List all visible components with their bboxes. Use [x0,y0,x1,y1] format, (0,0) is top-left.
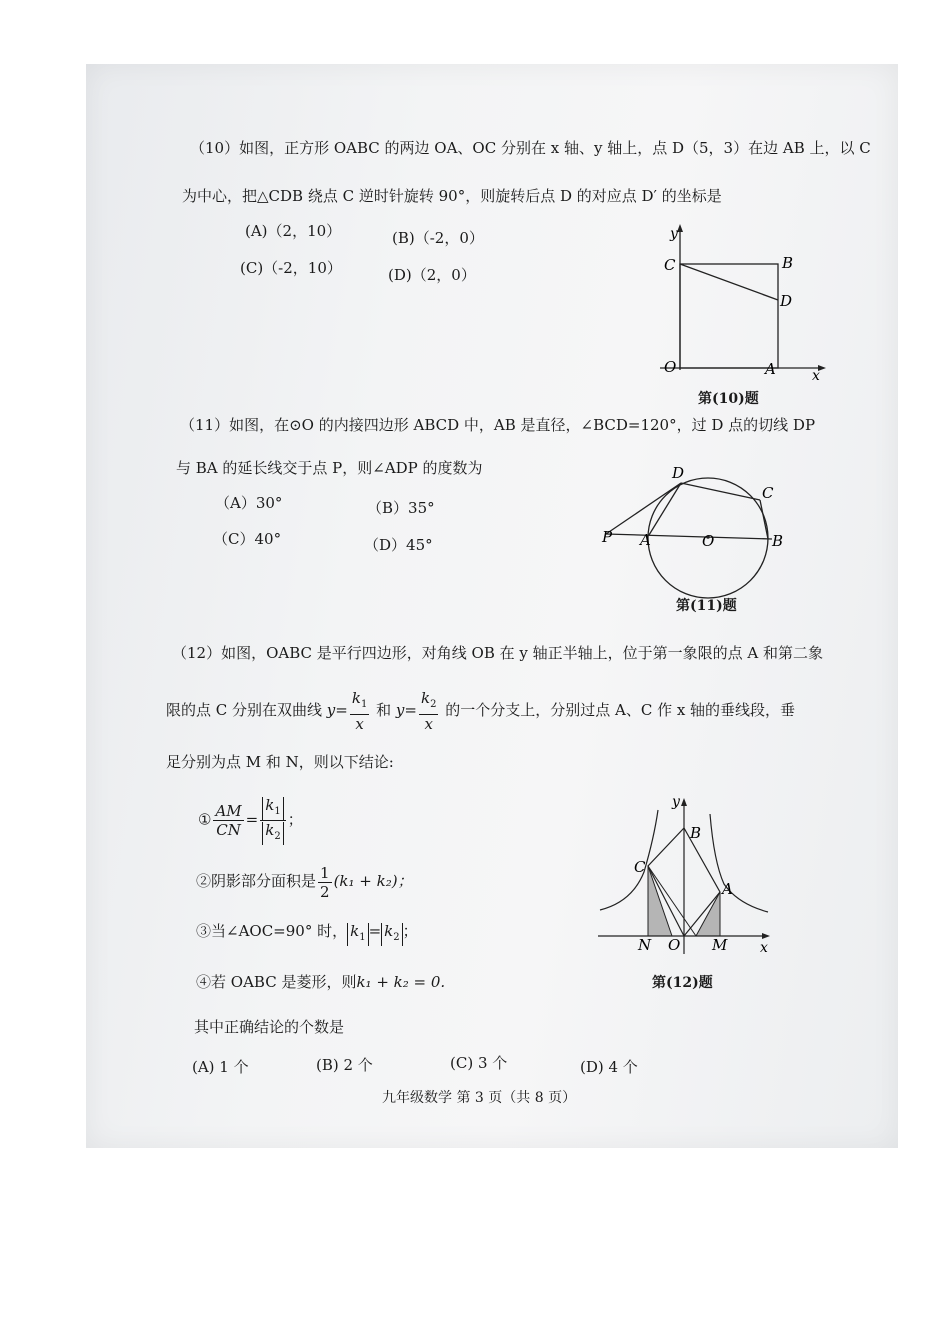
q10-option-d: (D)（2，0） [388,266,476,284]
q11-line1: （11）如图，在⊙O 的内接四边形 ABCD 中，AB 是直径，∠BCD=120°，过 D 点的切线 DP [180,416,816,434]
q10-label-x: x [812,368,820,382]
q12-c2-post: (k₁ + k₂)； [333,872,413,890]
q12-c2-half-den: 2 [320,882,330,901]
q12-option-c: (C) 3 个 [450,1054,508,1072]
q12-c1-k1: k [265,796,275,814]
q10-option-c: (C)（-2，10） [240,259,342,277]
q12-line2-post: 的一个分支上，分别过点 A、C 作 x 轴的垂线段，垂 [445,701,796,719]
q11-label-d: D [672,464,685,482]
q10-figure [650,222,840,382]
q12-label-x: x [760,940,768,956]
q12-conclusion-1 [198,796,303,845]
q10-label-b: B [782,254,794,272]
q11-option-a: （A）30° [215,494,283,512]
q10-label-a: A [765,360,776,378]
q11-line2: 与 BA 的延长线交于点 P，则∠ADP 的度数为 [176,459,483,477]
q12-line3: 足分别为点 M 和 N，则以下结论: [166,753,394,771]
q12-ask: 其中正确结论的个数是 [194,1018,345,1036]
q12-c2-pre: ②阴影部分面积是 [196,872,317,890]
q12-x1: x [355,715,364,733]
q12-c4-expr: k₁ + k₂ = 0. [356,973,446,991]
q12-k1-sub: 1 [360,699,368,710]
q12-label-a: A [722,880,733,898]
q12-y1: y [326,701,336,719]
q12-k2-sub: 2 [430,699,437,710]
q12-label-n: N [638,936,652,954]
q12-c1-frac2 [260,796,285,845]
page-footer: 九年级数学 第 3 页（共 8 页） [382,1090,577,1106]
q12-c3-post: ； [402,922,418,940]
q11-label-p: P [602,528,613,546]
q11-label-c: C [762,484,774,502]
q11-label-o: O [702,532,715,550]
q12-c1-k1-sub: 1 [274,806,281,817]
q12-c3-k1-sub: 1 [359,932,366,943]
q12-frac-k2 [419,689,438,733]
q10-label-c: C [664,256,676,274]
q10-label-d: D [780,292,793,310]
q10-label-y: y [670,226,678,242]
q12-c2-half [318,864,332,901]
q12-label-c: C [634,858,646,876]
q12-c3-k2: k [384,922,394,940]
q12-c1-label: ① [198,810,212,829]
q12-figure [592,792,782,958]
q12-c1-end: ； [287,810,303,829]
q10-caption: 第(10)题 [698,391,759,407]
q12-line1: （12）如图，OABC 是平行四边形，对角线 OB 在 y 轴正半轴上，位于第一象限的点 A 和第二象 [172,644,824,662]
q11-option-c: （C）40° [213,530,282,548]
q11-option-b: （B）35° [367,499,435,517]
q11-caption: 第(11)题 [676,598,737,614]
q11-option-d: （D）45° [364,536,433,554]
q12-frac-k1 [350,689,369,733]
q12-c1-k2-sub: 2 [274,831,281,842]
q12-c4-pre: ④若 OABC 是菱形，则 [196,973,357,991]
q12-c3-k1: k [350,922,360,940]
q12-c1-den: CN [216,821,241,839]
q12-conclusion-4 [196,972,445,992]
q10-label-o: O [664,358,677,376]
q12-caption: 第(12)题 [652,975,713,991]
q12-conclusion-3 [196,921,418,946]
q12-label-o: O [668,936,681,954]
q12-c1-k2: k [265,821,275,839]
q12-label-m: M [712,936,728,954]
q12-conclusion-2 [196,859,413,903]
q12-option-b: (B) 2 个 [316,1056,373,1074]
q12-x2: x [424,715,433,733]
q12-c3-eq: = [368,922,382,940]
q11-figure [596,462,796,602]
q12-label-y: y [672,794,680,810]
q12-y2: y [395,701,405,719]
q12-option-a: (A) 1 个 [192,1058,249,1076]
q12-label-b: B [690,824,702,842]
q10-line1: （10）如图，正方形 OABC 的两边 OA、OC 分别在 x 轴、y 轴上，点 D（5，3）在边 AB 上，以 C [190,139,871,157]
q12-option-d: (D) 4 个 [580,1058,638,1076]
q12-c1-frac [213,802,243,839]
q12-line2-pre: 限的点 C 分别在双曲线 [166,701,323,719]
q12-eq1: = [335,701,348,719]
q12-c3-k2-sub: 2 [393,932,400,943]
q12-c3-pre: ③当∠AOC=90° 时， [196,922,348,940]
q10-option-a: (A)（2，10） [245,222,342,240]
q10-line2: 为中心，把△CDB 绕点 C 逆时针旋转 90°，则旋转后点 D 的对应点 D′ 的坐标是 [182,187,722,205]
q12-c2-half-num: 1 [320,863,330,882]
q11-label-a: A [640,531,651,549]
q10-option-b: (B)（-2，0） [392,229,484,247]
q12-eq2: = [404,701,417,719]
q12-k1: k [351,689,361,707]
q12-k2: k [420,689,431,707]
q12-c1-num: AM [215,802,242,820]
q12-c1-eq: = [245,810,259,829]
q12-line2 [166,688,795,733]
q11-label-b: B [772,532,784,550]
q12-and: 和 [376,701,392,719]
